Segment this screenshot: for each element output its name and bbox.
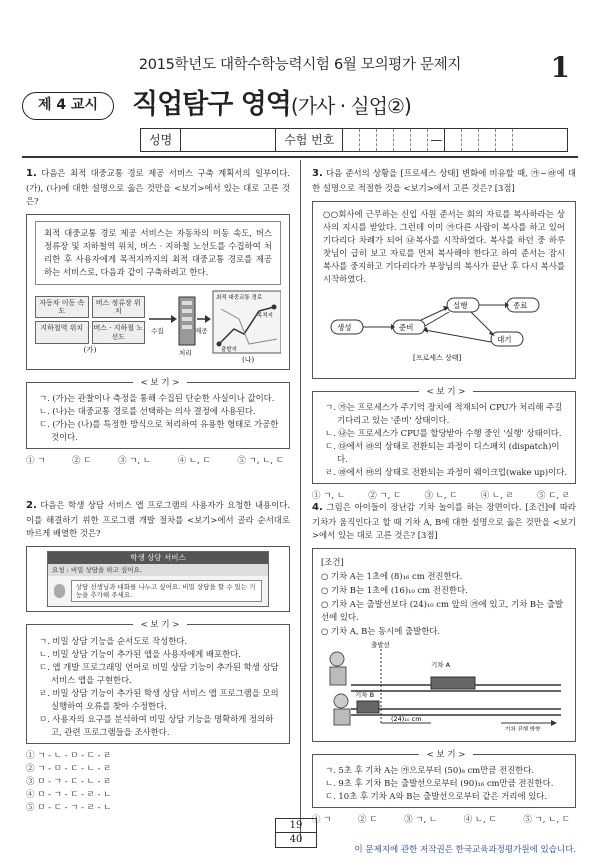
page-indicator: 19 40 (275, 818, 317, 848)
q2-choices (26, 750, 290, 816)
choice[interactable]: ③ ㄱ, ㄴ (404, 814, 438, 825)
q3-stem: 3. 다음 준서의 상황을 [프로세스 상태] 변화에 비유할 때, ㉮~㉱에 대한 설명으로 적절한 것을 <보기>에서 고른 것은? [3점] (312, 168, 576, 193)
choice[interactable]: ④ ㄴ, ㄹ (480, 490, 514, 501)
choice[interactable]: ⑤ ㄱ, ㄴ, ㄷ (523, 814, 570, 825)
choice[interactable]: ④ ㅁ - ㄱ - ㄷ - ㄹ - ㄴ (26, 790, 112, 801)
svg-text:처리: 처리 (179, 348, 192, 357)
page-number: 1 (550, 51, 570, 84)
q1-figure (26, 214, 290, 370)
process-state-diagram (321, 290, 567, 368)
choice[interactable]: ① ㄱ (26, 455, 46, 466)
svg-text:기차 A: 기차 A (431, 660, 451, 669)
q1-passage: 최적 대중교통 경로 제공 서비스는 자동차의 이동 속도, 버스 정류장 및 지하철역 위치, 버스 · 지하철 노선도를 수집하여 처리한 후 사용자에게 목적지까지의 최적 대중교통 경로를 제공하는 서비스로, 다음과 같이 구축하려고 한다. (35, 221, 281, 285)
choice[interactable]: ⑤ ㄷ, ㄹ (536, 490, 570, 501)
subject-title: 직업탐구 영역(가사 · 실업②) (132, 89, 411, 120)
svg-text:준비: 준비 (399, 322, 414, 332)
session-badge: 제 4 교시 (22, 92, 114, 120)
svg-text:생성: 생성 (337, 322, 352, 332)
id-cell[interactable] (360, 129, 377, 151)
process-diagram (149, 289, 281, 363)
q2-stem: 2. 다음은 학생 상담 서비스 앱 프로그램의 사용자가 요청한 내용이다. 이를 해결하기 위한 프로그램 개발 절차를 <보기>에서 골라 순서대로 바르게 배열한 것은? (26, 500, 290, 538)
id-dash: — (428, 129, 445, 151)
toy-train-figure (321, 639, 567, 731)
raw-data-grid: 자동차 이동 속도 버스 정류장 위치 지하철역 위치 버스 · 지하철 노선도 (35, 296, 145, 345)
label-ga: (가) (83, 345, 97, 355)
id-cell[interactable] (513, 129, 530, 151)
copyright-notice: 이 문제지에 관한 저작권은 한국교육과정평가원에 있습니다. (354, 845, 576, 855)
id-cell[interactable] (445, 129, 462, 151)
id-cell[interactable] (496, 129, 513, 151)
header-rule (22, 156, 578, 158)
id-cell[interactable] (394, 129, 411, 151)
svg-text:최적 대중교통 경로: 최적 대중교통 경로 (216, 294, 263, 301)
app-message: 상담 선생님과 대화를 나누고 싶어요. 비밀 상담을 할 수 있는 기능을 추가해 주세요. (71, 580, 262, 603)
question-3 (312, 166, 576, 503)
question-4 (312, 500, 576, 827)
id-cell[interactable] (377, 129, 394, 151)
choice[interactable]: ③ ㄱ, ㄴ (118, 455, 152, 466)
choice[interactable]: ⑤ ㄱ, ㄴ, ㄷ (237, 455, 284, 466)
choice[interactable]: ③ ㄴ, ㄷ (424, 490, 458, 501)
choice[interactable]: ② ㄱ, ㄷ (368, 490, 402, 501)
q1-choices (26, 455, 290, 468)
choice[interactable]: ① ㄱ - ㄴ - ㅁ - ㄷ - ㄹ (26, 750, 112, 761)
condition-title: [조건] (321, 556, 344, 567)
svg-text:(24)₁₀ cm: (24)₁₀ cm (391, 714, 422, 723)
choice[interactable]: ② ㄱ - ㅁ - ㄷ - ㄴ - ㄹ (26, 763, 112, 774)
choice[interactable]: ⑤ ㅁ - ㄷ - ㄱ - ㄹ - ㄴ (26, 803, 112, 814)
id-cell[interactable] (343, 129, 360, 151)
svg-text:수집: 수집 (151, 326, 164, 335)
choice[interactable]: ③ ㅁ - ㄱ - ㄷ - ㄴ - ㄹ (26, 777, 112, 788)
choice[interactable]: ① ㄱ, ㄴ (312, 490, 346, 501)
q2-bogi: < 보 기 > ㄱ. 비밀 상담 기능을 순서도로 작성한다. ㄴ. 비밀 상담 기능이 추가된 앱을 사용자에게 배포한다. ㄷ. 앱 개발 프로그래밍 언어로 비밀 상담 기능이 추가된 학생 상담 서비스 앱을 구현한다. ㄹ. 비밀 상담 기능이 추가된 학생 상담 서비스 앱 프로그램을 모의 실행하여 오류를 찾아 수정한다. ㅁ. 사용자의 요구를 분석하여 비밀 상담 기능을 명확하게 정의하고, 관련 프로그램들을 조사한다. (26, 624, 290, 743)
svg-text:종료: 종료 (513, 300, 528, 310)
id-cell[interactable] (411, 129, 428, 151)
exam-title: 2015학년도 대학수학능력시험 6월 모의평가 문제지 (138, 57, 462, 73)
q4-choices (312, 814, 576, 827)
choice[interactable]: ④ ㄴ, ㄷ (463, 814, 497, 825)
q4-figure: [조건] ○ 기차 A는 1초에 (8)₁₆ cm 전진한다. ○ 기차 B는 1초에 (16)₁₀ cm 전진한다. ○ 기차 A는 출발선보다 (24)₁₀ cm 앞의 ㉮에 있고, 기차 B는 출발선에 있다. ○ 기차 A, B는 동시에 출발한다. 출발선 기차 A 기차 B (24)₁₀ cm 기차 진행 방향 (312, 548, 576, 742)
user-icon (54, 584, 65, 598)
q3-passage: ○○회사에 근무하는 신입 사원 준서는 회의 자료를 복사하라는 상사의 지시를 받았다. 그런데 이미 ㉮다른 사람이 복사를 하고 있어 기다리다 차례가 되어 ㉯복사를 시작하였다. 복사를 하던 중 하루찻님이 급히 보고 자료를 먼저 복사해야 한다고 하여 준서는 잠시 복사를 중지하고 기다리다가 부장님의 복사가 끝난 후 다시 복사를 시작하였다. (323, 208, 565, 284)
q3-bogi: < 보 기 > ㄱ. ㉮는 프로세스가 주기억 장치에 적재되어 CPU가 처리해 주길 기다리고 있는 '준비' 상태이다. ㄴ. ㉯는 프로세스가 CPU를 할당받아 수행 중인 '실행' 상태이다. ㄷ. ㉰에서 ㉱의 상태로 전환되는 과정이 디스패치 (dispatch)이다. ㄹ. ㉱에서 ㉲의 상태로 전환되는 과정이 웨이크업(wake up)이다. (312, 391, 576, 484)
q3-figure (312, 201, 576, 379)
q4-bogi: < 보 기 > ㄱ. 5초 후 기차 A는 ㉮으로부터 (50)₈ cm만큼 전진한다. ㄴ. 9초 후 기차 B는 출발선으로부터 (90)₁₆ cm만큼 전진한다. ㄷ. 10초 후 기차 A와 B는 출발선으로부터 같은 거리에 있다. (312, 754, 576, 808)
id-cell[interactable] (479, 129, 496, 151)
choice[interactable]: ④ ㄴ, ㄷ (177, 455, 211, 466)
name-id-bar (140, 128, 568, 152)
q1-bogi: < 보 기 > ㄱ. (가)는 관찰이나 측정을 통해 수집된 단순한 사실이나 값이다. ㄴ. (나)는 대중교통 경로를 선택하는 의사 결정에 사용된다. ㄷ. (가)는 (나)를 특정한 방식으로 처리하여 유용한 형태로 가공한 것이다. (26, 382, 290, 449)
q4-stem: 4. 그림은 아이들이 장난감 기차 놀이를 하는 장면이다. [조건]에 따라 기차가 움직인다고 할 때 기차 A, B에 대한 설명으로 옳은 것만을 <보기>에서 있는 대로 고른 것은? [3점] (312, 502, 576, 540)
svg-text:출발선: 출발선 (371, 640, 390, 649)
svg-text:출발지: 출발지 (221, 346, 237, 353)
svg-text:기차 진행 방향: 기차 진행 방향 (505, 726, 541, 731)
app-title: 학생 상담 서비스 (48, 552, 268, 564)
q1-stem: 1. 다음은 최적 대중교통 경로 제공 서비스 구축 계획서의 일부이다. (가), (나)에 대한 설명으로 옳은 것만을 <보기>에서 있는 대로 고른 것은? (26, 168, 290, 206)
choice[interactable]: ② ㄷ (72, 455, 92, 466)
svg-text:대기: 대기 (497, 334, 512, 344)
svg-text:[프로세스 상태]: [프로세스 상태] (413, 353, 462, 362)
question-2 (26, 498, 290, 816)
app-subtitle: 요청 : 비밀 상담을 하고 싶어요. (48, 564, 268, 576)
id-label: 수험 번호 (276, 129, 343, 151)
choice[interactable]: ① ㄱ (312, 814, 332, 825)
name-field[interactable] (181, 129, 276, 151)
svg-text:실행: 실행 (453, 300, 468, 310)
question-1 (26, 166, 290, 468)
column-divider (300, 160, 301, 842)
svg-text:제공: 제공 (195, 326, 208, 335)
name-label: 성명 (141, 129, 181, 151)
id-cell[interactable] (462, 129, 479, 151)
svg-text:(나): (나) (242, 355, 255, 363)
choice[interactable]: ② ㄷ (358, 814, 378, 825)
svg-text:목적지: 목적지 (257, 312, 273, 319)
q2-app-screenshot (26, 546, 290, 613)
svg-text:기차 B: 기차 B (355, 690, 375, 699)
